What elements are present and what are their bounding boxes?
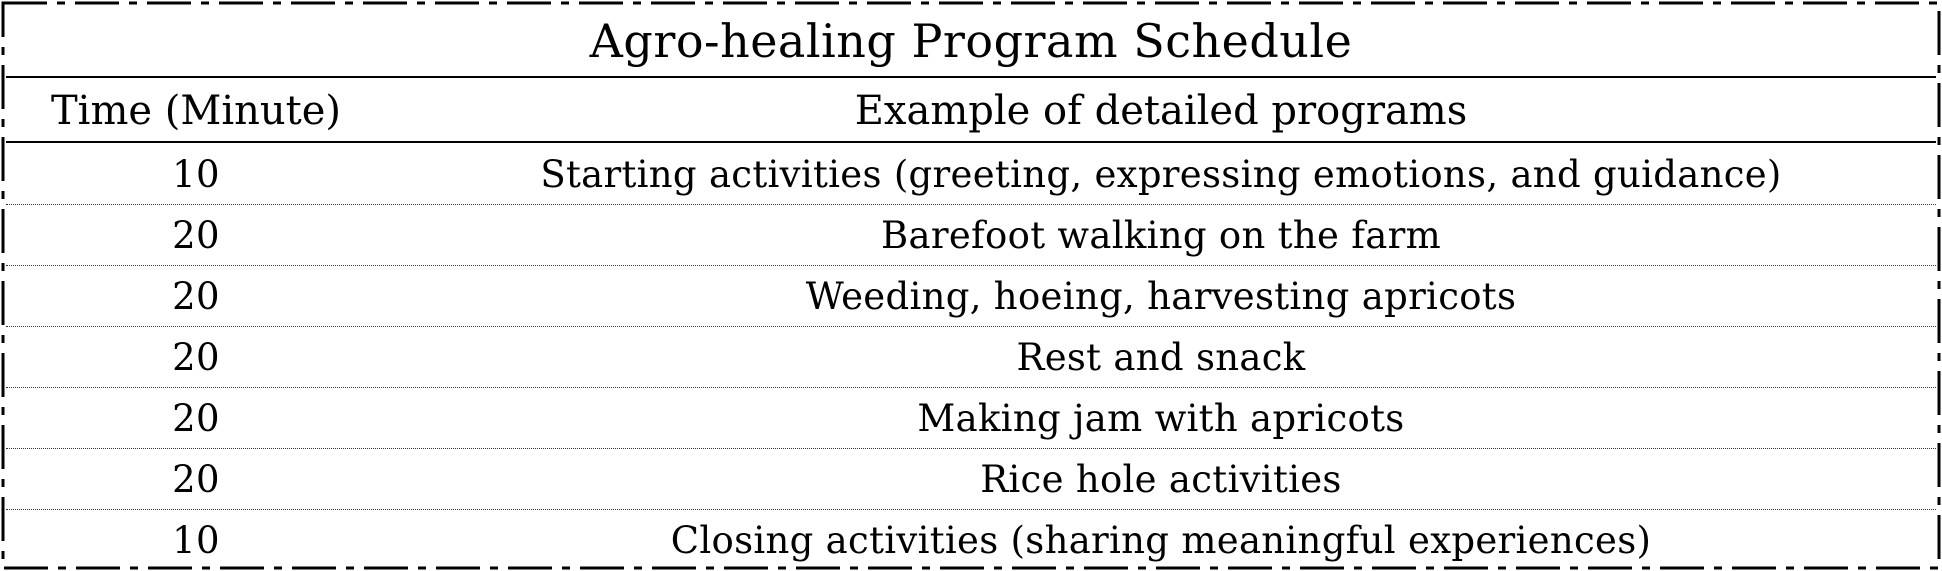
header-program: Example of detailed programs <box>854 88 1468 134</box>
table-title: Agro-healing Program Schedule <box>589 14 1353 68</box>
program-cell: Making jam with apricots <box>917 397 1405 440</box>
program-cell: Starting activities (greeting, expressing emotions, and guidance) <box>540 153 1782 196</box>
table-row <box>6 144 1936 205</box>
table-body <box>6 144 1936 571</box>
table-row <box>6 205 1936 266</box>
time-cell: 20 <box>172 458 220 501</box>
table-row <box>6 510 1936 571</box>
title-divider <box>6 76 1936 78</box>
program-cell: Weeding, hoeing, harvesting apricots <box>805 275 1517 318</box>
table-row <box>6 388 1936 449</box>
program-cell: Rice hole activities <box>980 458 1342 501</box>
table-header-row <box>6 80 1936 142</box>
table-row <box>6 327 1936 388</box>
time-cell: 20 <box>172 336 220 379</box>
program-cell: Closing activities (sharing meaningful experiences) <box>670 519 1652 562</box>
time-cell: 20 <box>172 214 220 257</box>
time-cell: 20 <box>172 397 220 440</box>
header-time: Time (Minute) <box>50 88 342 134</box>
time-cell: 10 <box>172 519 220 562</box>
program-cell: Rest and snack <box>1016 336 1306 379</box>
table-row <box>6 449 1936 510</box>
time-cell: 10 <box>172 153 220 196</box>
time-cell: 20 <box>172 275 220 318</box>
program-cell: Barefoot walking on the farm <box>881 214 1441 257</box>
header-divider <box>6 141 1936 143</box>
table-row <box>6 266 1936 327</box>
